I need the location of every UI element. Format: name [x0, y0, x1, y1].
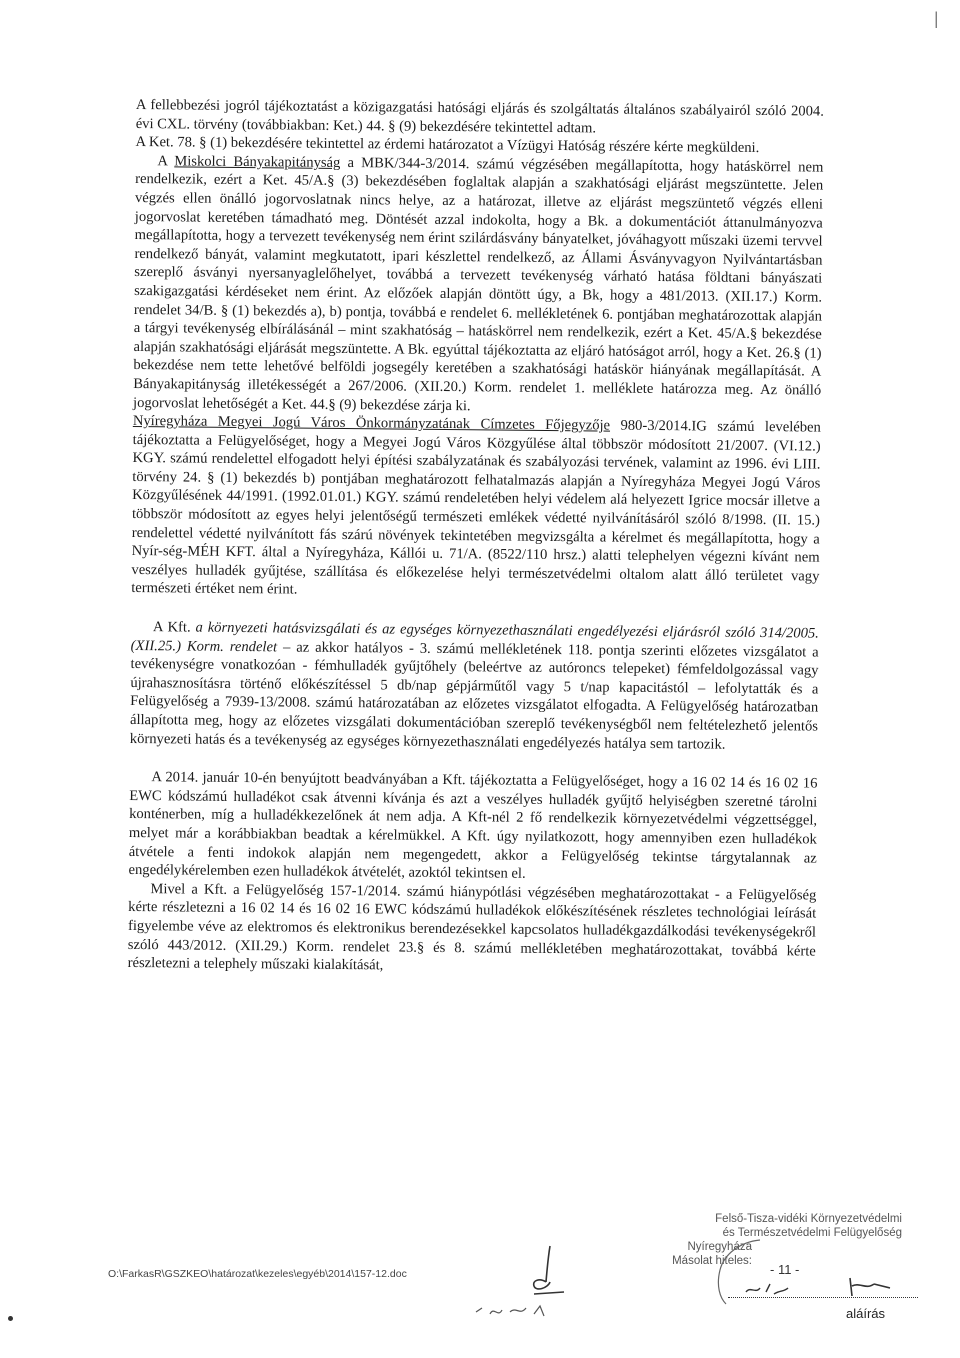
municipality-name: Nyíregyháza Megyei Jogú Város Önkormányzatának Címzetes Főjegyzője — [132, 413, 611, 434]
mining-authority-name: Miskolci Bányakapitányság — [174, 153, 341, 171]
document-body — [128, 96, 824, 979]
regulation-title: a környezeti hatásvizsgálati és az egységes környezethasználati engedélyezési eljárásról szóló 314/2005.(XII.25.) Korm. rendelet — [130, 619, 819, 656]
page-edge-mark: | — [934, 8, 938, 28]
signature-label: aláírás — [846, 1306, 886, 1321]
handwritten-initials — [520, 1238, 590, 1298]
paragraph-deficiency: Mivel a Kft. a Felügyelőség 157-1/2014. számú hiánypótlási végzésében meghatározottakat - a Felügyelőség kérte részletezni a 16 02 14 és 16 02 16 EWC kódszámú hulladékok előkészítésének részletes technológiai leírását figyelembe véve az elektromos és elektronikus berendezésekkel kapcsolatos hulladékgazdálkodási tevékenységekről szóló 443/2012. (XII.29.) Korm. rendelet 23.§ és 8. számú mellékletében meghatározottakat, továbbá kérte részletezni a telephely műszaki kialakítását, — [127, 880, 817, 974]
file-path: O:\FarkasR\GSZKEO\határozat\kezeles\egyéb\2014\157-12.doc — [108, 1268, 407, 1280]
signature-line — [728, 1297, 918, 1298]
paragraph-preliminary-assessment: A Kft. a környezeti hatásvizsgálati és az egységes környezethasználati engedélyezési eljárásról szóló 314/2005.(XII.25.) Korm. rendelet – az akkor hatályos - 3. számú mellékletének 118. pontja szerinti előzetes vizsgálatot a tevékenységre vonatkozóan - fémhulladék gyűjtőhely (beleértve az autóroncs telepeket) fémfeldolgozással vagy újrahasznosításra történő előkészítéssel 5 db/nap gépjárműtől vagy 5 t/nap kapacitástól – lefolytatták és a Felügyelőség a 7939-13/2008. számú határozatában az előzetes vizsgálatot elfogadta. A Felügyelőség határozatban állapította meg, hogy az előzetes vizsgálati dokumentációban szereplő tevékenységből nem feltételezhető jelentős környezeti hatás és a tevékenység az egységes környezethasználati engedélyezés hatálya sem tartozik. — [129, 619, 819, 753]
page-number: - 11 - — [770, 1262, 800, 1277]
stamp-line-4: Másolat hiteles: — [672, 1255, 752, 1267]
paragraph-mining-authority: A Miskolci Bányakapitányság a MBK/344-3/2014. számú végzésében megállapította, hogy hatáskörrel nem rendelkezik, ezért a Ket. 45/A.§ (3) bekezdésében foglaltak alapján a szakhatósági eljárást megszüntette. Jelen végzés ellen önálló jogorvoslatnak nincs helye, az a határozat, illetve az eljárást megszüntető végzés elleni jogorvoslat keretében támadható meg. Döntését azzal indokolta, hogy a Bk. a dokumentációt áttanulmányozva megállapította, hogy a tervezett tevékenység nem érint szilárdásvány bányatelket, jóváhagyott műszaki üzemi tervvel rendelkező bányát, valamint megkutatott, ipari készlettel rendelkező, az Állami Ásványvagyon Nyilvántartásban szereplő ásványi nyersanyaglelőhelyet, továbbá a tervezett tevékenység várható hatása földtani bányászati szakigazgatási kérdéseket nem érint. Az előzőek alapján döntött úgy, a Bk, hogy a 481/2013. (XII.17.) Korm. rendelet 34/B. § (1) bekezdés a), b) pontja, továbbá e rendelet 6. mellékletének 6. pontjában meghatározottak alapján a tárgyi tevékenység elbírálásánál – mint szakhatóság – hatáskörrel nem rendelkezik, ezért a Ket. 45/A.§ bekezdése alapján szakhatósági eljárását megszüntette. A Bk. egyúttal tájékoztatta az eljáró hatóságot arról, hogy a Ket. 26.§ (1) bekezdése nem tette lehetővé belföldi jogsegély keretében a szakhatósági hatáskör hiányának megállapítását. A Bányakapitányság illetékességét a 267/2006. (XII.20.) Korm. rendelet 1. melléklete határozza meg. Az önálló jogorvoslat lehetőségét a Ket. 44.§ (9) bekezdése zárja ki. — [132, 152, 824, 414]
stamp-line-3: Nyíregyháza — [687, 1241, 752, 1253]
paragraph-ket-78: A Ket. 78. § (1) bekezdésére tekintettel az érdemi határozatot a Vízügyi Hatóság részére kérte megküldeni. — [135, 134, 760, 157]
paragraph-submission: A 2014. január 10-én benyújtott beadványában a Kft. tájékoztatta a Felügyelőséget, hogy a 16 02 14 és 16 02 16 EWC kódszámú hulladékot csak átvenni kívánja és azt a veszélyes hulladék gyűjtő helyiségben szeretné tárolni konténerben, míg a hulladékkezelőnek át nem adja. A Kft-nél 2 fő rendelkezik környezetvédelmi végzettséggel, melyet már a korábbiakban beadtak a kérelmükkel. A Kft. úgy nyilatkozott, hogy amennyiben ezen hulladékok átvétele a fenti indokok alapján nem megengedett, akkor a Felügyelőség tekintse tárgytalannak az engedélykérelemben ezen hulladékok átvételét, azoktól tekintsen el. — [128, 769, 818, 882]
margin-dot — [8, 1316, 13, 1321]
handwritten-date-scribble — [470, 1296, 580, 1326]
paragraph-municipality: Nyíregyháza Megyei Jogú Város Önkormányzatának Címzetes Főjegyzője 980-3/2014.IG számú levelében tájékoztatta a Felügyelőséget, hogy a Megyei Jogú Város Közgyűlése által többször módosított 21/2007. (VI.12.) KGY. számú rendelettel elfogadott helyi építési szabályzatának és szabályozási tervének, valamint az 1996. évi LIII. törvény 24. § (1) bekezdés b) pontjában meghatározott felhatalmazás alapján a Nyíregyháza Megyei Jogú Város Közgyűlésének 44/1991. (1992.01.01.) KGY. számú rendeletében helyi védelem alá helyezett Igrice mocsár illetve a többször módosított az egyes helyi jelentőségű természeti emlékek védetté nyilvánításáról szóló 8/1998. (II. 15.) rendelettel védetté nyilvánított fás szárú növények tekintetében megvizsgálta a kérelmet és megállapította, hogy a Nyír-ség-MÉH KFT. által a Nyíregyháza, Kállói u. 71/A. (8522/110 hrsz.) alatti telephelyen végezni kívánt nem veszélyes hulladék gyűjtése, szállítása és előkezelése helyi természetvédelmi oltalom alatt álló területet vagy természeti értéket nem érint. — [131, 413, 821, 599]
paragraph-appeal-info: A fellebbezési jogról tájékoztatást a közigazgatási hatósági eljárás és szolgáltatás általános szabályairól szóló 2004. évi CXL. törvény (továbbiakban: Ket.) 44. § (9) bekezdésére tekintettel adtam. — [135, 96, 824, 137]
stamp-line-2: és Természetvédelmi Felügyelőség — [722, 1227, 902, 1239]
stamp-line-1: Felső-Tisza-vidéki Környezetvédelmi — [715, 1213, 902, 1225]
